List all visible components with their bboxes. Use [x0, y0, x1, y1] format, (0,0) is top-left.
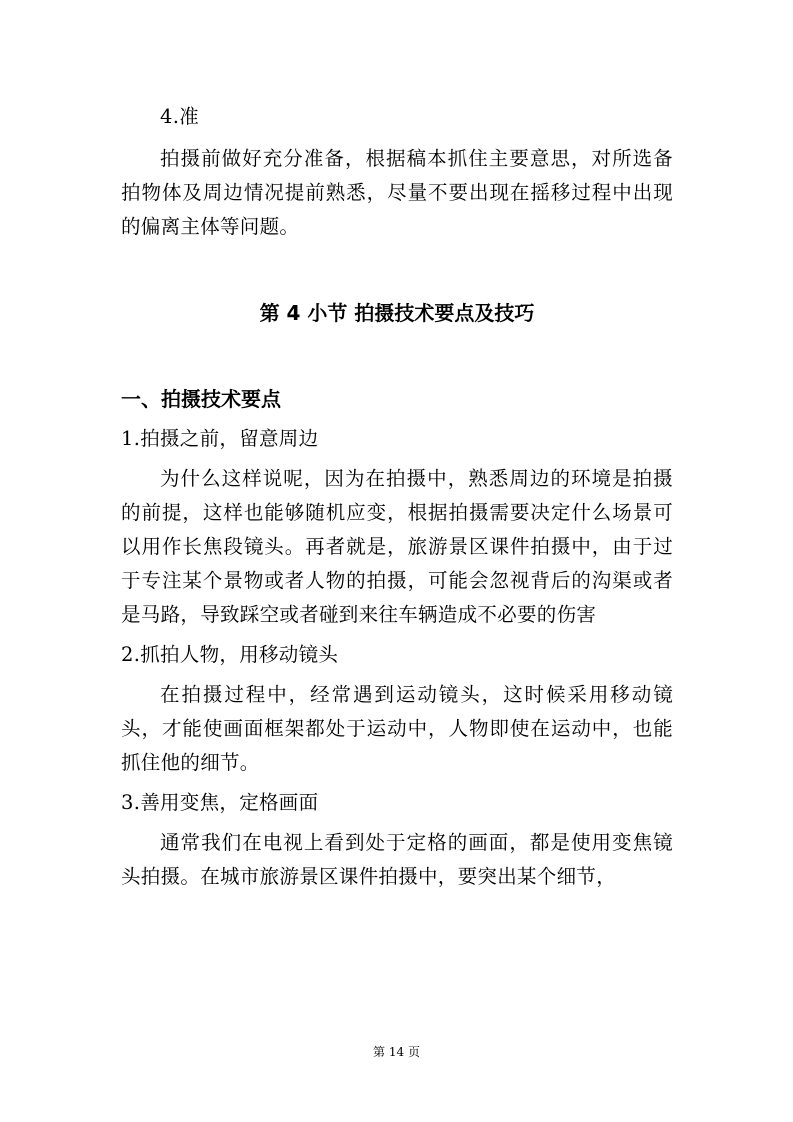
point3-paragraph: 通常我们在电视上看到处于定格的画面，都是使用变焦镜头拍摄。在城市旅游景区课件拍摄中，要突出某个细节，	[121, 831, 673, 888]
section-title: 第 4 小节 拍摄技术要点及技巧	[259, 301, 535, 325]
page-number: 第 14 页	[373, 1045, 420, 1059]
point2-paragraph: 在拍摄过程中，经常遇到运动镜头，这时候采用移动镜头，才能使画面框架都处于运动中，人物即使在运动中，也能抓住他的细节。	[121, 683, 673, 774]
point1-paragraph: 为什么这样说呢，因为在拍摄中，熟悉周边的环境是拍摄的前提，这样也能够随机应变，根据拍摄需要决定什么场景可以用作长焦段镜头。再者就是，旅游景区课件拍摄中，由于过于专注某个景物或者人物的拍摄，可能会忽视背后的沟渠或者是马路，导致踩空或者碰到来往车辆造成不必要的伤害	[121, 467, 673, 626]
chapter-heading: 一、拍摄技术要点	[121, 387, 281, 411]
point2-heading: 2.抓拍人物，用移动镜头	[121, 643, 339, 666]
point1-heading: 1.拍摄之前，留意周边	[121, 427, 319, 450]
point3-heading: 3.善用变焦，定格画面	[121, 791, 319, 814]
page-content	[121, 100, 673, 894]
item4-paragraph: 拍摄前做好充分准备，根据稿本抓住主要意思，对所选备拍物体及周边情况提前熟悉，尽量不要出现在摇移过程中出现的偏离主体等问题。	[121, 147, 673, 238]
item4-heading: 4.准	[160, 105, 200, 128]
